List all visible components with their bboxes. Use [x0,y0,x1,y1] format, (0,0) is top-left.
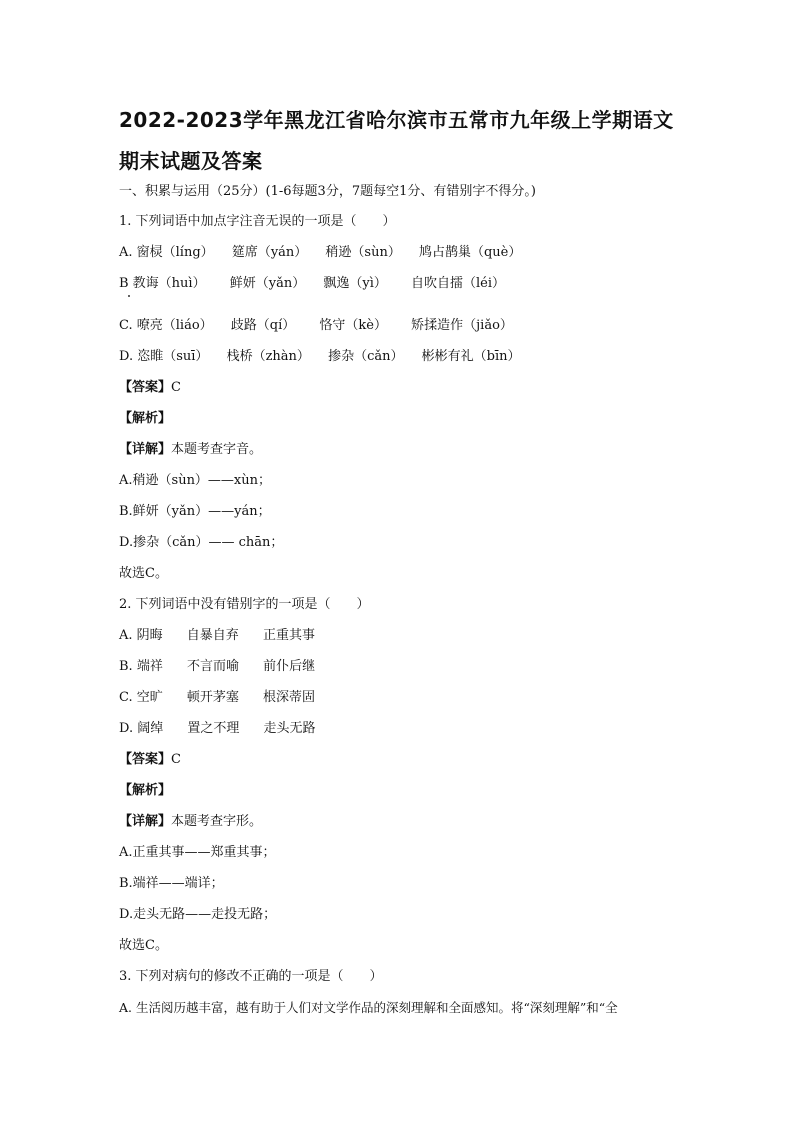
answer-value: C [171,752,181,767]
q2-a-3: 正重其事 [262,628,315,643]
emphasis-dot [128,295,130,297]
q1-c-1: C. 嘹亮（liáo） [119,318,213,333]
q1-conclusion: 故选C。 [119,566,168,581]
q2-c-2: 顿开茅塞 [186,690,239,705]
detail-tag: 【详解】 [119,442,172,457]
doc-title-line1: 2022-2023学年黑龙江省哈尔滨市五常市九年级上学期语文 [119,108,674,132]
q2-d-1: D. 阔绰 [119,721,164,736]
q1-b-3: 飘逸（yì） [323,276,387,291]
q1-b-1: B 教诲（huì） [119,276,206,291]
q2-b-1: B. 端祥 [119,659,163,674]
q2-d-2: 置之不理 [187,721,240,736]
q2-option-b [119,659,315,675]
q1-d-3: 掺杂（cǎn） [328,349,404,364]
q2-note-d: D.走头无路——走投无路； [119,907,277,922]
q1-d-4: 彬彬有礼（bīn） [421,349,521,364]
q2-option-c [119,690,315,706]
q2-b-2: 不言而喻 [186,659,239,674]
q1-note-a: A.稍逊（sùn）——xùn； [119,473,272,488]
q1-answer [119,380,181,396]
q3-stem: 3. 下列对病句的修改不正确的一项是（ ） [119,969,383,984]
q1-note-d: D.掺杂（cǎn）—— chān； [119,535,284,550]
detail-tag: 【详解】 [119,814,172,829]
section-heading: 一、积累与运用（25分）(1-6每题3分，7题每空1分、有错别字不得分。) [119,184,536,199]
q1-option-b [119,276,505,292]
q2-c-1: C. 空旷 [119,690,163,705]
detail-text: 本题考查字音。 [171,442,263,457]
answer-tag: 【答案】 [119,752,172,767]
q2-analysis-tag [119,783,171,799]
q2-conclusion: 故选C。 [119,938,168,953]
q2-stem: 2. 下列词语中没有错别字的一项是（ ） [119,597,370,612]
q1-c-4: 矫揉造作（jiǎo） [411,318,513,333]
q1-detail [119,442,262,458]
q1-a-4: 鸠占鹊巢（què） [418,245,522,260]
q1-option-a [119,245,521,261]
doc-title-line2: 期末试题及答案 [119,149,263,173]
q1-note-b: B.鲜妍（yǎn）——yán； [119,504,271,519]
q2-d-3: 走头无路 [263,721,316,736]
q2-c-3: 根深蒂固 [263,690,316,705]
q1-d-1: D. 恣睢（suī） [119,349,209,364]
q1-b-4: 自吹自擂（léi） [411,276,506,291]
q1-a-1: A. 窗棂（líng） [119,245,214,260]
q1-option-d [119,349,520,365]
q3-option-a: A. 生活阅历越丰富，越有助于人们对文学作品的深刻理解和全面感知。将“深刻理解”和“全 [119,1000,618,1015]
q2-a-2: 自暴自弃 [186,628,239,643]
q2-b-3: 前仆后继 [263,659,316,674]
q2-note-a: A.正重其事——郑重其事； [119,845,276,860]
q1-stem: 1. 下列词语中加点字注音无误的一项是（ ） [119,214,396,229]
analysis-tag: 【解析】 [119,783,172,798]
q2-note-b: B.端祥——端详； [119,876,224,891]
q2-option-d [119,721,316,737]
q2-answer [119,752,181,768]
analysis-tag: 【解析】 [119,411,172,426]
q1-analysis-tag [119,411,171,427]
q1-d-2: 栈桥（zhàn） [226,349,310,364]
q1-b-2: 鲜妍（yǎn） [229,276,306,291]
q1-a-2: 筵席（yán） [231,245,308,260]
q1-c-2: 歧路（qí） [230,318,296,333]
q1-c-3: 恪守（kè） [319,318,387,333]
q2-detail [119,814,262,830]
q2-option-a [119,628,315,644]
q1-option-c [119,318,513,334]
q1-a-3: 稍逊（sùn） [325,245,401,260]
detail-text: 本题考查字形。 [171,814,263,829]
answer-value: C [171,380,181,395]
answer-tag: 【答案】 [119,380,172,395]
q2-a-1: A. 阴晦 [119,628,163,643]
